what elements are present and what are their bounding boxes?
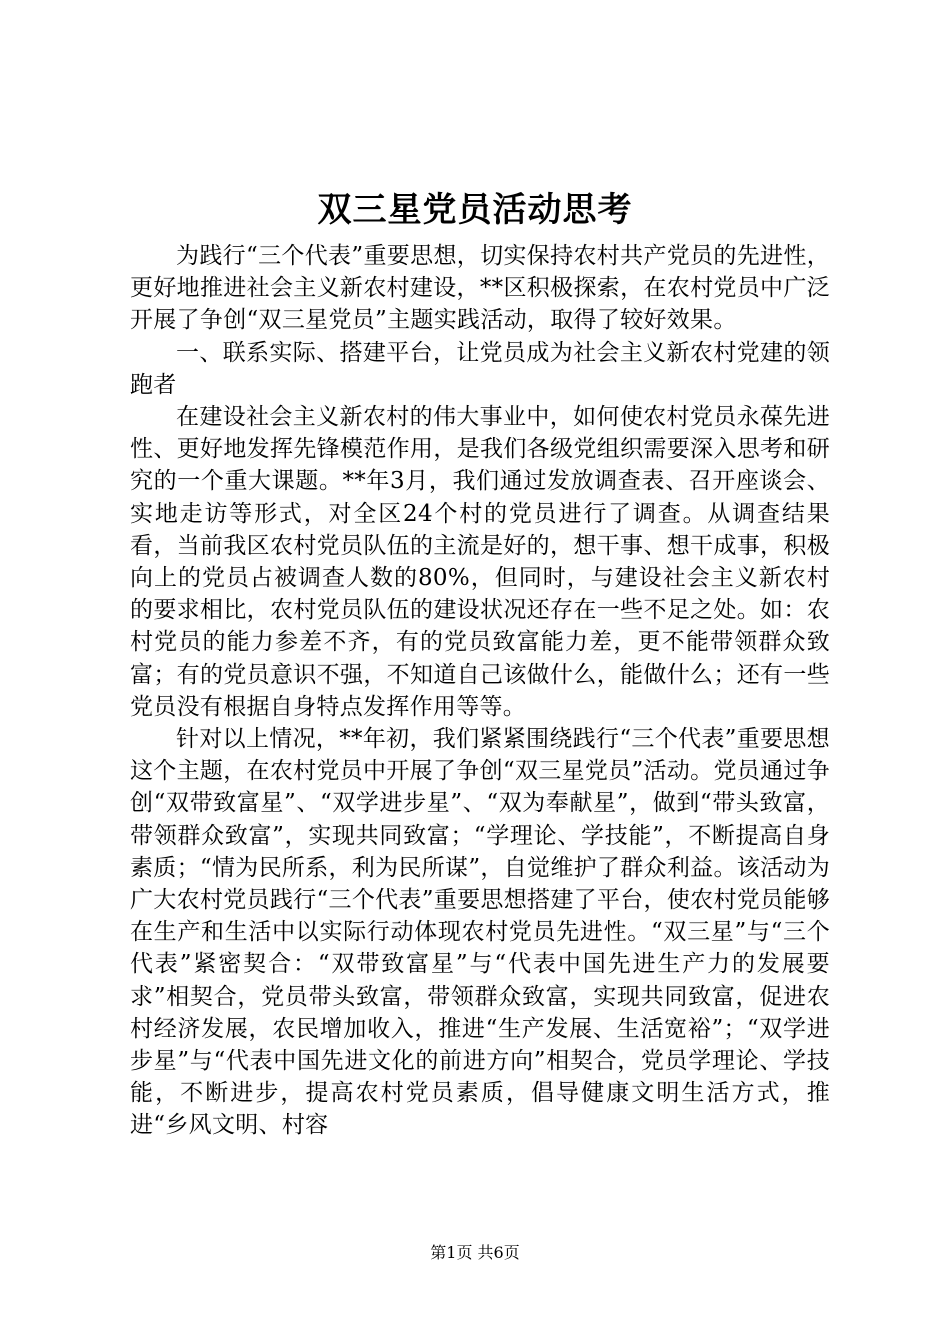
document-body	[130, 240, 830, 1142]
intro-paragraph: 为践行“三个代表”重要思想，切实保持农村共产党员的先进性，更好地推进社会主义新农村建设，**区积极探索，在农村党员中广泛开展了争创“双三星党员”主题实践活动，取得了较好效果。	[130, 243, 830, 334]
page-number-footer: 第1页 共6页	[430, 1243, 520, 1262]
body-paragraph: 针对以上情况，**年初，我们紧紧围绕践行“三个代表”重要思想这个主题，在农村党员中开展了争创“双三星党员”活动。党员通过争创“双带致富星”、“双学进步星”、“双为奉献星”，做到“带头致富，带领群众致富”，实现共同致富；“学理论、学技能”，不断提高自身素质；“情为民所系，利为民所谋”，自觉维护了群众利益。该活动为广大农村党员践行“三个代表”重要思想搭建了平台，使农村党员能够在生产和生活中以实际行动体现农村党员先进性。“双三星”与“三个代表”紧密契合：“双带致富星”与“代表中国先进生产力的发展要求”相契合，党员带头致富，带领群众致富，实现共同致富，促进农村经济发展，农民增加收入，推进“生产发展、生活宽裕”；“双学进步星”与“代表中国先进文化的前进方向”相契合，党员学理论、学技能，不断进步，提高农村党员素质，倡导健康文明生活方式，推进“乡风文明、村容	[130, 726, 830, 1139]
document-title: 双三星党员活动思考	[317, 190, 633, 230]
section-heading-1: 一、联系实际、搭建平台，让党员成为社会主义新农村党建的领跑者	[130, 339, 830, 398]
body-paragraph: 在建设社会主义新农村的伟大事业中，如何使农村党员永葆先进性、更好地发挥先锋模范作用，是我们各级党组织需要深入思考和研究的一个重大课题。**年3月，我们通过发放调查表、召开座谈会、实地走访等形式，对全区24个村的党员进行了调查。从调查结果看，当前我区农村党员队伍的主流是好的，想干事、想干成事，积极向上的党员占被调查人数的80%，但同时，与建设社会主义新农村的要求相比，农村党员队伍的建设状况还存在一些不足之处。如：农村党员的能力参差不齐，有的党员致富能力差，更不能带领群众致富；有的党员意识不强，不知道自己该做什么，能做什么；还有一些党员没有根据自身特点发挥作用等等。	[130, 404, 830, 720]
